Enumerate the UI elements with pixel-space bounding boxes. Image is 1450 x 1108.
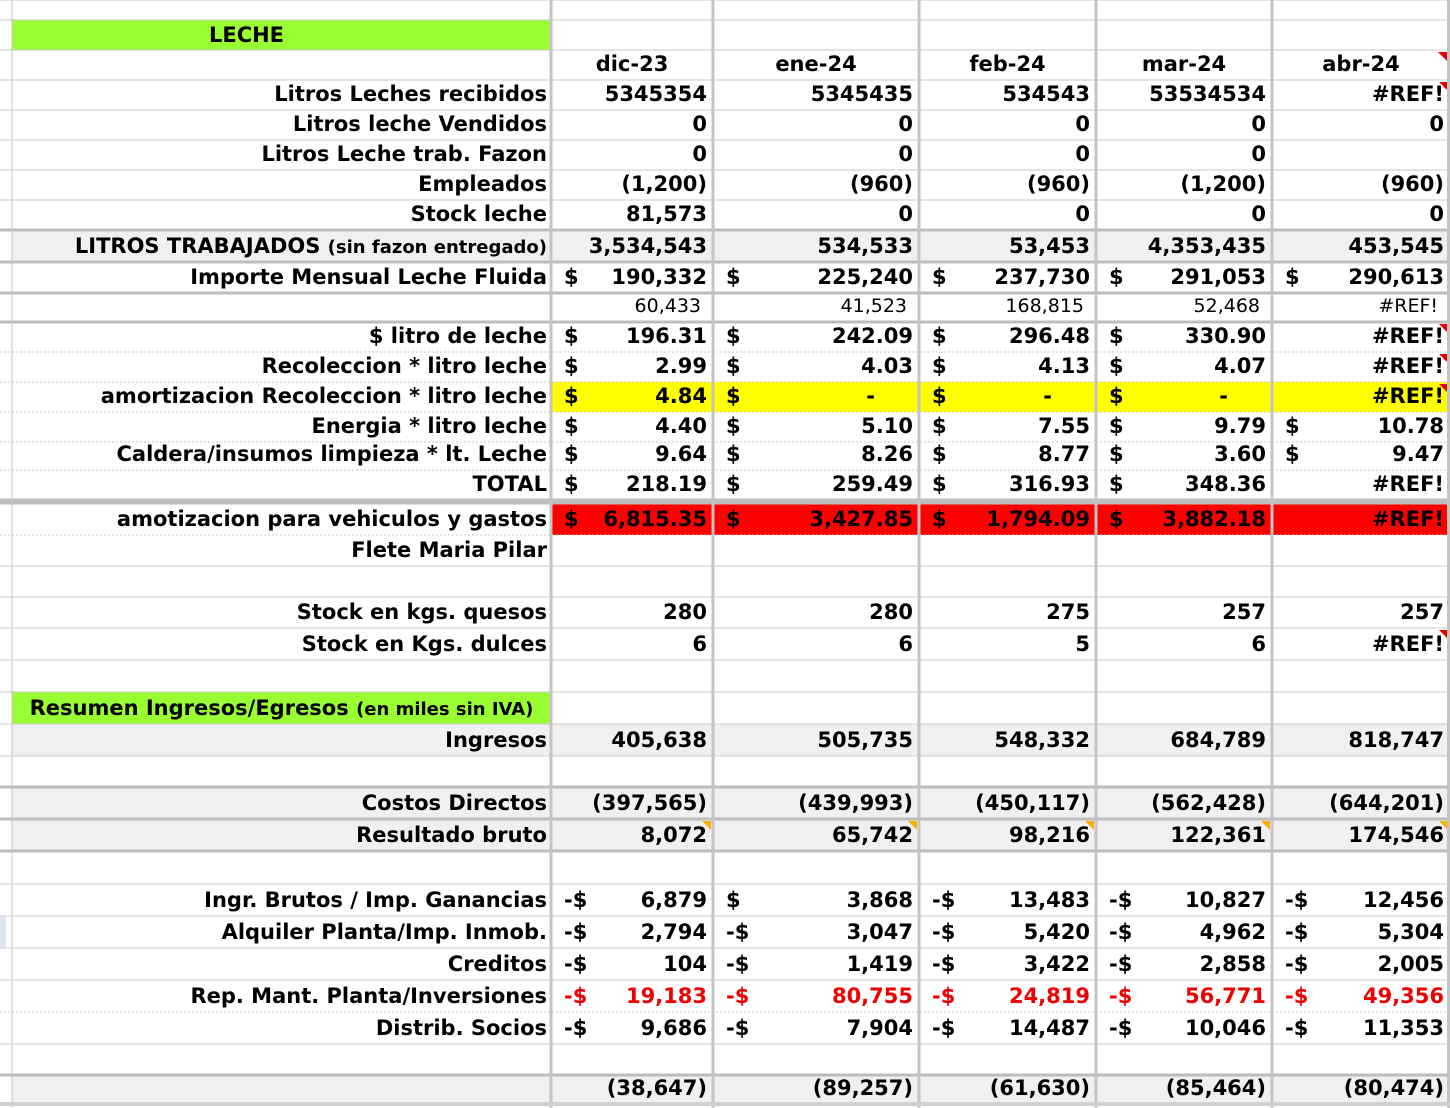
- cell-value[interactable]: 0: [1075, 112, 1090, 136]
- currency-symbol: $: [564, 354, 579, 378]
- row-label-ingr-brutos-imp-ganancias[interactable]: [12, 890, 547, 911]
- cell-value[interactable]: 80,755: [831, 984, 913, 1008]
- cell-value[interactable]: 505,735: [817, 728, 913, 752]
- cell-value[interactable]: (85,464): [1165, 1076, 1266, 1100]
- cell-value[interactable]: (89,257): [812, 1076, 913, 1100]
- row-label-energia-litro-leche[interactable]: [12, 416, 547, 437]
- currency-symbol: $: [1109, 414, 1124, 438]
- row-label-text: Energia * litro leche: [311, 414, 547, 438]
- row-label-litro-de-leche[interactable]: [12, 326, 547, 347]
- cell-value[interactable]: #REF!: [1371, 384, 1444, 408]
- cell-value[interactable]: 6: [1251, 632, 1266, 656]
- cell-value[interactable]: 275: [1046, 600, 1090, 624]
- currency-symbol: -$: [932, 1016, 956, 1040]
- row-label-text: Litros leche Vendidos: [292, 112, 547, 136]
- cell-value[interactable]: 49,356: [1362, 984, 1444, 1008]
- cell-value[interactable]: 348.36: [1184, 472, 1266, 496]
- currency-symbol: -$: [932, 888, 956, 912]
- cell-value[interactable]: 6,879: [640, 888, 707, 912]
- cell-value[interactable]: -: [1043, 384, 1052, 408]
- cell-value[interactable]: 196.31: [625, 324, 707, 348]
- cell-value[interactable]: 11,353: [1362, 1016, 1444, 1040]
- row-label-distrib-socios[interactable]: [12, 1018, 547, 1039]
- currency-symbol: $: [726, 384, 741, 408]
- cell-value[interactable]: (960): [1026, 172, 1090, 196]
- row-label-text: Distrib. Socios: [375, 1016, 547, 1040]
- cell-value[interactable]: 291,053: [1170, 265, 1266, 289]
- cell-value[interactable]: 1,419: [846, 952, 913, 976]
- currency-symbol: -$: [1285, 984, 1309, 1008]
- cell-value[interactable]: 2,794: [640, 920, 707, 944]
- row-label-text: Resumen Ingresos/Egresos: [29, 696, 349, 720]
- month-header-dic-23[interactable]: dic-23: [595, 52, 669, 76]
- cell-value[interactable]: (439,993): [798, 791, 913, 815]
- sheet-title: LECHE: [208, 23, 285, 47]
- currency-symbol: $: [564, 265, 579, 289]
- cell-value[interactable]: 7,904: [846, 1016, 913, 1040]
- cell-value[interactable]: 52,468: [1193, 295, 1260, 317]
- cell-value[interactable]: 53,453: [1008, 234, 1090, 258]
- currency-symbol: -$: [1109, 952, 1133, 976]
- cell-value[interactable]: 8,072: [640, 823, 707, 847]
- currency-symbol: $: [726, 324, 741, 348]
- currency-symbol: $: [932, 472, 947, 496]
- currency-symbol: $: [564, 507, 579, 531]
- cell-value[interactable]: #REF!: [1371, 324, 1444, 348]
- cell-value[interactable]: (960): [849, 172, 913, 196]
- currency-symbol: $: [564, 384, 579, 408]
- currency-symbol: $: [1285, 265, 1300, 289]
- currency-symbol: $: [726, 472, 741, 496]
- currency-symbol: $: [932, 442, 947, 466]
- currency-symbol: -$: [1109, 984, 1133, 1008]
- currency-symbol: $: [932, 384, 947, 408]
- cell-value[interactable]: 6: [692, 632, 707, 656]
- cell-value[interactable]: (1,200): [1180, 172, 1266, 196]
- currency-symbol: $: [932, 414, 947, 438]
- note-indicator[interactable]: [1439, 821, 1448, 830]
- currency-symbol: $: [932, 354, 947, 378]
- row-label-text: Stock en kgs. quesos: [296, 600, 547, 624]
- cell-value[interactable]: 0: [1251, 112, 1266, 136]
- cell-value[interactable]: 3,882.18: [1162, 507, 1266, 531]
- cell-value[interactable]: 6,815.35: [603, 507, 707, 531]
- cell-value[interactable]: 7.55: [1038, 414, 1090, 438]
- comment-indicator[interactable]: [1439, 630, 1448, 639]
- row-label-empleados[interactable]: [12, 174, 547, 195]
- cell-value[interactable]: 257: [1222, 600, 1266, 624]
- currency-symbol: -$: [564, 920, 588, 944]
- cell-value[interactable]: #REF!: [1378, 295, 1438, 317]
- cell-value[interactable]: 5,420: [1023, 920, 1090, 944]
- row-label-text: Stock en Kgs. dulces: [301, 632, 547, 656]
- currency-symbol: $: [726, 354, 741, 378]
- cell-value[interactable]: 41,523: [840, 295, 907, 317]
- row-selector-marker: [0, 916, 6, 948]
- currency-symbol: $: [564, 414, 579, 438]
- cell-value[interactable]: 10,046: [1184, 1016, 1266, 1040]
- row-label-stock-en-kgs-dulces[interactable]: [12, 634, 547, 655]
- note-indicator[interactable]: [908, 821, 917, 830]
- cell-value[interactable]: 12,456: [1362, 888, 1444, 912]
- cell-value[interactable]: 0: [1251, 142, 1266, 166]
- cell-value[interactable]: 0: [1075, 142, 1090, 166]
- cell-value[interactable]: -: [1219, 384, 1228, 408]
- cell-value[interactable]: (61,630): [989, 1076, 1090, 1100]
- currency-symbol: -$: [564, 888, 588, 912]
- row-label-text: Importe Mensual Leche Fluida: [190, 265, 547, 289]
- cell-value[interactable]: 14,487: [1008, 1016, 1090, 1040]
- cell-value[interactable]: 8.77: [1038, 442, 1090, 466]
- month-header-ene-24[interactable]: ene-24: [775, 52, 857, 76]
- cell-value[interactable]: (450,117): [975, 791, 1090, 815]
- row-label-litros-leches-recibidos[interactable]: [12, 84, 547, 105]
- cell-value[interactable]: 19,183: [625, 984, 707, 1008]
- row-label-text: Recoleccion * litro leche: [261, 354, 547, 378]
- currency-symbol: -$: [1109, 920, 1133, 944]
- cell-value[interactable]: 453,545: [1348, 234, 1444, 258]
- currency-symbol: $: [1285, 442, 1300, 466]
- currency-symbol: $: [932, 507, 947, 531]
- currency-symbol: -$: [564, 984, 588, 1008]
- comment-indicator[interactable]: [1439, 384, 1448, 393]
- cell-value[interactable]: 122,361: [1170, 823, 1266, 847]
- cell-value[interactable]: 4.40: [655, 414, 707, 438]
- cell-value[interactable]: 10.78: [1377, 414, 1444, 438]
- cell-value[interactable]: 2,005: [1377, 952, 1444, 976]
- row-label-litros-trabajados[interactable]: [12, 236, 547, 257]
- row-label-ingresos[interactable]: [12, 730, 547, 751]
- cell-value[interactable]: 0: [1429, 112, 1444, 136]
- currency-symbol: -$: [726, 920, 750, 944]
- currency-symbol: -$: [1285, 1016, 1309, 1040]
- cell-value[interactable]: #REF!: [1371, 472, 1444, 496]
- cell-value[interactable]: 225,240: [817, 265, 913, 289]
- row-label-text: $ litro de leche: [368, 324, 547, 348]
- cell-value[interactable]: #REF!: [1371, 507, 1444, 531]
- cell-value[interactable]: 0: [1429, 202, 1444, 226]
- row-label-stock-leche[interactable]: [12, 204, 547, 225]
- row-label-amortizacion-recoleccion-litro-leche[interactable]: [12, 386, 547, 407]
- currency-symbol: -$: [1109, 1016, 1133, 1040]
- cell-value[interactable]: 174,546: [1348, 823, 1444, 847]
- cell-value[interactable]: 4.13: [1038, 354, 1090, 378]
- cell-value[interactable]: 81,573: [625, 202, 707, 226]
- row-label-text: Flete Maria Pilar: [351, 538, 547, 562]
- cell-value[interactable]: 1,794.09: [986, 507, 1090, 531]
- cell-value[interactable]: 5,304: [1377, 920, 1444, 944]
- note-indicator[interactable]: [702, 821, 711, 830]
- row-label-text: Ingr. Brutos / Imp. Ganancias: [204, 888, 547, 912]
- cell-value[interactable]: 684,789: [1170, 728, 1266, 752]
- cell-value[interactable]: 5.10: [861, 414, 913, 438]
- cell-value[interactable]: 242.09: [831, 324, 913, 348]
- currency-symbol: $: [932, 324, 947, 348]
- cell-value[interactable]: 5: [1075, 632, 1090, 656]
- cell-value[interactable]: 9.64: [655, 442, 707, 466]
- cell-value[interactable]: 296.48: [1008, 324, 1090, 348]
- row-label-text: TOTAL: [472, 472, 547, 496]
- cell-value[interactable]: (397,565): [592, 791, 707, 815]
- cell-value[interactable]: 4,962: [1199, 920, 1266, 944]
- cell-value[interactable]: -: [866, 384, 875, 408]
- cell-value[interactable]: 0: [692, 112, 707, 136]
- cell-value[interactable]: 98,216: [1008, 823, 1090, 847]
- cell-value[interactable]: 190,332: [611, 265, 707, 289]
- currency-symbol: -$: [932, 984, 956, 1008]
- cell-value[interactable]: 24,819: [1008, 984, 1090, 1008]
- row-label-caldera-insumos-limpieza-lt-leche[interactable]: [12, 444, 547, 465]
- comment-indicator[interactable]: [1439, 82, 1448, 91]
- cell-value[interactable]: 3,534,543: [588, 234, 707, 258]
- cell-value[interactable]: 0: [1075, 202, 1090, 226]
- cell-value[interactable]: 4.84: [655, 384, 707, 408]
- row-label-text: LITROS TRABAJADOS: [74, 234, 321, 258]
- currency-symbol: -$: [1285, 920, 1309, 944]
- cell-value[interactable]: 2,858: [1199, 952, 1266, 976]
- currency-symbol: $: [726, 507, 741, 531]
- currency-symbol: -$: [1109, 888, 1133, 912]
- cell-value[interactable]: (1,200): [621, 172, 707, 196]
- cell-value[interactable]: 405,638: [611, 728, 707, 752]
- cell-value[interactable]: 6: [898, 632, 913, 656]
- cell-value[interactable]: 9.47: [1392, 442, 1444, 466]
- currency-symbol: $: [1109, 507, 1124, 531]
- row-label-text: Costos Directos: [361, 791, 547, 815]
- cell-value[interactable]: 818,747: [1348, 728, 1444, 752]
- currency-symbol: $: [1109, 384, 1124, 408]
- row-label-note: (en miles sin IVA): [356, 699, 534, 720]
- currency-symbol: -$: [1285, 888, 1309, 912]
- cell-value[interactable]: 168,815: [1005, 295, 1084, 317]
- currency-symbol: $: [726, 414, 741, 438]
- row-label-recoleccion-litro-leche[interactable]: [12, 356, 547, 377]
- cell-value[interactable]: 9,686: [640, 1016, 707, 1040]
- currency-symbol: -$: [726, 984, 750, 1008]
- row-label-text: Resultado bruto: [356, 823, 547, 847]
- cell-value[interactable]: 534543: [1002, 82, 1090, 106]
- currency-symbol: $: [1109, 324, 1124, 348]
- cell-value[interactable]: 3,422: [1023, 952, 1090, 976]
- row-label-creditos[interactable]: [12, 954, 547, 975]
- cell-value[interactable]: 218.19: [625, 472, 707, 496]
- row-label-litros-leche-vendidos[interactable]: [12, 114, 547, 135]
- cell-value[interactable]: 237,730: [994, 265, 1090, 289]
- row-label-costos-directos[interactable]: [12, 793, 547, 814]
- currency-symbol: $: [564, 472, 579, 496]
- cell-value[interactable]: 104: [663, 952, 707, 976]
- row-label-resultado-bruto[interactable]: [12, 825, 547, 846]
- currency-symbol: -$: [726, 952, 750, 976]
- row-label-text: Empleados: [418, 172, 547, 196]
- row-label-amotizacion-para-vehiculos-y-gastos[interactable]: [12, 509, 547, 530]
- cell-value[interactable]: 9.79: [1214, 414, 1266, 438]
- row-label-stock-en-kgs-quesos[interactable]: [12, 602, 547, 623]
- cell-value[interactable]: 3,868: [846, 888, 913, 912]
- cell-value[interactable]: 5345354: [604, 82, 707, 106]
- cell-value[interactable]: 60,433: [634, 295, 701, 317]
- cell-value[interactable]: 2.99: [655, 354, 707, 378]
- cell-value[interactable]: 259.49: [831, 472, 913, 496]
- cell-value[interactable]: #REF!: [1371, 354, 1444, 378]
- row-label-text: Litros Leches recibidos: [274, 82, 547, 106]
- cell-value[interactable]: 316.93: [1008, 472, 1090, 496]
- cell-value[interactable]: 10,827: [1184, 888, 1266, 912]
- cell-value[interactable]: (562,428): [1151, 791, 1266, 815]
- cell-value[interactable]: 548,332: [994, 728, 1090, 752]
- cell-value[interactable]: 0: [898, 202, 913, 226]
- cell-value[interactable]: 56,771: [1184, 984, 1266, 1008]
- cell-value[interactable]: 4.03: [861, 354, 913, 378]
- cell-value[interactable]: 65,742: [831, 823, 913, 847]
- cell-value[interactable]: 0: [898, 142, 913, 166]
- row-label-text: Stock leche: [410, 202, 547, 226]
- row-label-text: amortizacion Recoleccion * litro leche: [100, 384, 547, 408]
- row-label-litros-leche-trab-fazon[interactable]: [12, 144, 547, 165]
- row-label-text: Litros Leche trab. Fazon: [261, 142, 547, 166]
- cell-value[interactable]: 290,613: [1348, 265, 1444, 289]
- cell-value[interactable]: 0: [1251, 202, 1266, 226]
- cell-value[interactable]: 3.60: [1214, 442, 1266, 466]
- cell-value[interactable]: #REF!: [1371, 82, 1444, 106]
- row-label-text: Creditos: [447, 952, 547, 976]
- row-label-text: amotizacion para vehiculos y gastos: [116, 507, 547, 531]
- cell-value[interactable]: (644,201): [1329, 791, 1444, 815]
- row-label-resumen-ingresos-egresos[interactable]: [12, 698, 551, 719]
- cell-value[interactable]: 3,427.85: [809, 507, 913, 531]
- cell-value[interactable]: (960): [1380, 172, 1444, 196]
- cell-value[interactable]: 330.90: [1184, 324, 1266, 348]
- month-header-abr-24[interactable]: abr-24: [1322, 52, 1400, 76]
- row-label-text: Alquiler Planta/Imp. Inmob.: [221, 920, 547, 944]
- cell-value[interactable]: 0: [898, 112, 913, 136]
- comment-indicator[interactable]: [1439, 324, 1448, 333]
- currency-symbol: -$: [564, 952, 588, 976]
- row-label-text: Ingresos: [445, 728, 547, 752]
- cell-value[interactable]: 280: [869, 600, 913, 624]
- currency-symbol: -$: [1285, 952, 1309, 976]
- currency-symbol: $: [1109, 265, 1124, 289]
- cell-value[interactable]: 8.26: [861, 442, 913, 466]
- cell-value[interactable]: 0: [692, 142, 707, 166]
- currency-symbol: $: [726, 265, 741, 289]
- cell-value[interactable]: 53534534: [1149, 82, 1266, 106]
- row-label-flete-maria-pilar[interactable]: [12, 540, 547, 561]
- comment-indicator[interactable]: [1438, 52, 1447, 61]
- currency-symbol: $: [1109, 354, 1124, 378]
- currency-symbol: -$: [932, 920, 956, 944]
- cell-value[interactable]: 280: [663, 600, 707, 624]
- currency-symbol: $: [1285, 414, 1300, 438]
- cell-value[interactable]: #REF!: [1371, 632, 1444, 656]
- row-label-total[interactable]: [12, 474, 547, 495]
- row-label-text: Rep. Mant. Planta/Inversiones: [190, 984, 547, 1008]
- cell-value[interactable]: 257: [1400, 600, 1444, 624]
- cell-value[interactable]: (80,474): [1343, 1076, 1444, 1100]
- cell-value[interactable]: 13,483: [1008, 888, 1090, 912]
- row-label-rep-mant-planta-inversiones[interactable]: [12, 986, 547, 1007]
- currency-symbol: $: [564, 442, 579, 466]
- month-header-feb-24[interactable]: feb-24: [969, 52, 1046, 76]
- comment-indicator[interactable]: [1439, 354, 1448, 363]
- cell-value[interactable]: 4,353,435: [1147, 234, 1266, 258]
- cell-value[interactable]: 4.07: [1214, 354, 1266, 378]
- currency-symbol: $: [932, 265, 947, 289]
- row-label-importe-mensual-leche-fluida[interactable]: [12, 267, 547, 288]
- currency-symbol: -$: [932, 952, 956, 976]
- cell-value[interactable]: (38,647): [606, 1076, 707, 1100]
- currency-symbol: -$: [726, 1016, 750, 1040]
- month-header-mar-24[interactable]: mar-24: [1141, 52, 1227, 76]
- currency-symbol: $: [564, 324, 579, 348]
- cell-value[interactable]: 3,047: [846, 920, 913, 944]
- currency-symbol: $: [1109, 442, 1124, 466]
- note-indicator[interactable]: [1261, 821, 1270, 830]
- currency-symbol: $: [1109, 472, 1124, 496]
- cell-value[interactable]: 534,533: [817, 234, 913, 258]
- row-label-text: Caldera/insumos limpieza * lt. Leche: [116, 442, 547, 466]
- note-indicator[interactable]: [1085, 821, 1094, 830]
- row-label-note: (sin fazon entregado): [327, 237, 547, 258]
- currency-symbol: $: [726, 442, 741, 466]
- currency-symbol: -$: [564, 1016, 588, 1040]
- cell-value[interactable]: 5345435: [810, 82, 913, 106]
- currency-symbol: $: [726, 888, 741, 912]
- row-label-alquiler-planta-imp-inmob[interactable]: [12, 922, 547, 943]
